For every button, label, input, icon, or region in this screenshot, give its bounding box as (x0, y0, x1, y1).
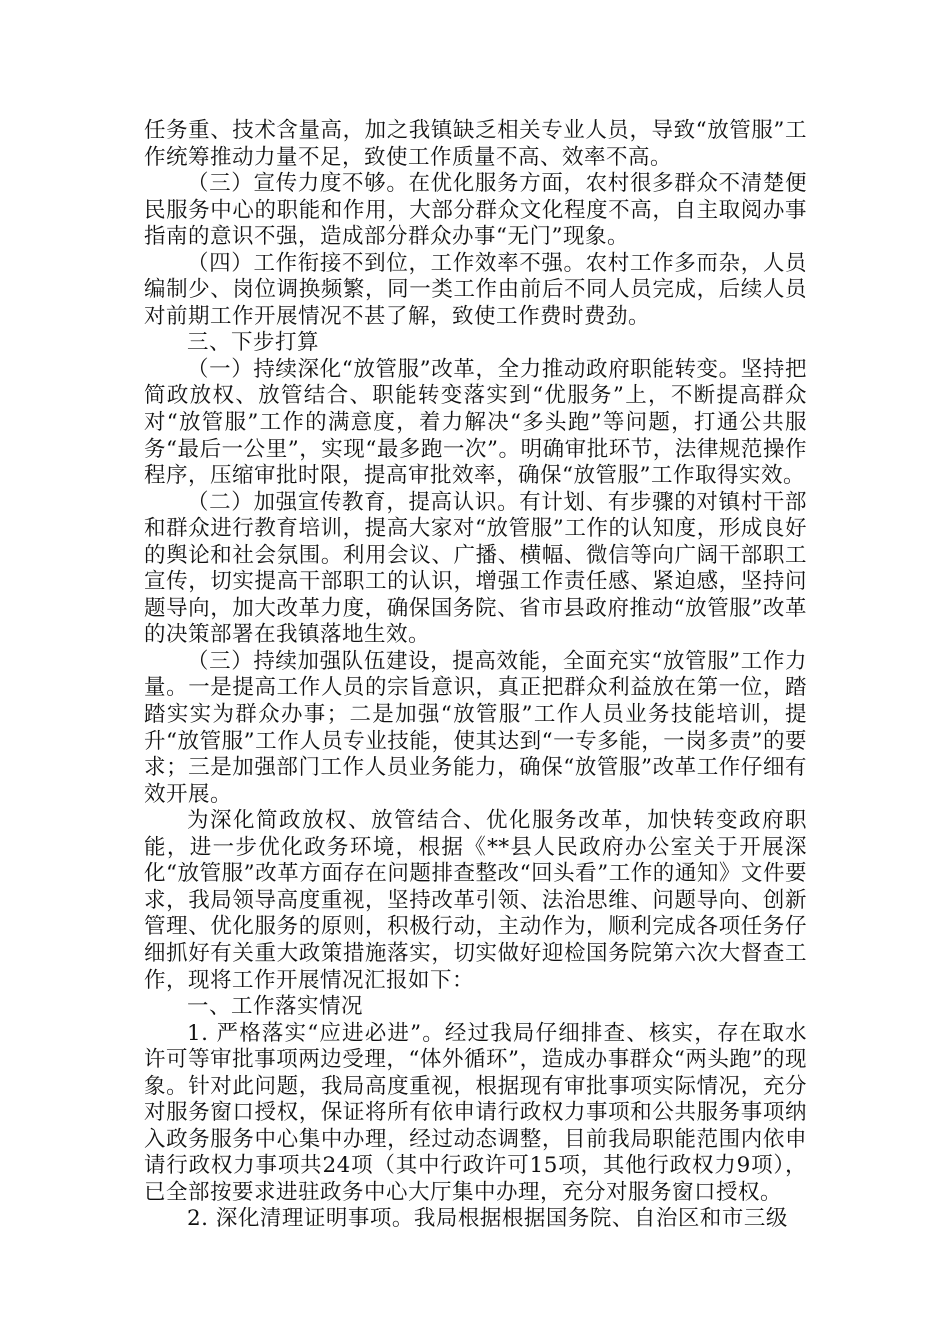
paragraph-7: （三）持续加强队伍建设，提高效能，全面充实“放管服”工作力量。一是提高工作人员的宗旨意识，真正把群众利益放在第一位，踏踏实实为群众办事；二是加强“放管服”工作人员业务技能培训，提升“放管服”工作人员专业技能，使其达到“一专多能，一岗多责”的要求；三是加强部门工作人员业务能力，确保“放管服”改革工作仔细有效开展。 (144, 648, 807, 807)
paragraph-11: 2. 深化清理证明事项。我局根据根据国务院、自治区和市三级 (187, 1206, 788, 1232)
section-heading-work-status: 一、工作落实情况 (187, 994, 364, 1020)
document-page (144, 118, 807, 1233)
paragraph-8: 为深化简政放权、放管结合、优化服务改革，加快转变政府职能，进一步优化政务环境，根据《**县人民政府办公室关于开展深化“放管服”改革方面存在问题排查整改“回头看”工作的通知》文件要求，我局领导高度重视，坚持改革引领、法治思维、问题导向、创新管理、优化服务的原则，积极行动，主动作为，顺利完成各项任务仔细抓好有关重大政策措施落实，切实做好迎检国务院第六次大督查工作，现将工作开展情况汇报如下： (144, 808, 807, 993)
paragraph-3: （四）工作衔接不到位，工作效率不强。农村工作多而杂，人员编制少、岗位调换频繁，同一类工作由前后不同人员完成，后续人员对前期工作开展情况不甚了解，致使工作费时费劲。 (144, 250, 807, 329)
paragraph-10: 1. 严格落实“应进必进”。经过我局仔细排查、核实，存在取水许可等审批事项两边受理，“体外循环”，造成办事群众“两头跑”的现象。针对此问题，我局高度重视，根据现有审批事项实际情况，充分对服务窗口授权，保证将所有依申请行政权力事项和公共服务事项纳入政务服务中心集中办理，经过动态调整，目前我局职能范围内依申请行政权力事项共24项（其中行政许可15项，其他行政权力9项），已全部按要求进驻政务中心大厅集中办理，充分对服务窗口授权。 (144, 1020, 807, 1205)
paragraph-6: （二）加强宣传教育，提高认识。有计划、有步骤的对镇村干部和群众进行教育培训，提高大家对“放管服”工作的认知度，形成良好的舆论和社会氛围。利用会议、广播、横幅、微信等向广阔干部职工宣传，切实提高干部职工的认识，增强工作责任感、紧迫感，坚持问题导向，加大改革力度，确保国务院、省市县政府推动“放管服”改革的决策部署在我镇落地生效。 (144, 489, 807, 648)
paragraph-2: （三）宣传力度不够。在优化服务方面，农村很多群众不清楚便民服务中心的职能和作用，大部分群众文化程度不高，自主取阅办事指南的意识不强，造成部分群众办事“无门”现象。 (144, 171, 807, 250)
section-heading-next-steps: 三、下步打算 (187, 330, 320, 356)
paragraph-5: （一）持续深化“放管服”改革，全力推动政府职能转变。坚持把简政放权、放管结合、职能转变落实到“优服务”上，不断提高群众对“放管服”工作的满意度，着力解决“多头跑”等问题，打通公共服务“最后一公里”，实现“最多跑一次”。明确审批环节，法律规范操作程序，压缩审批时限，提高审批效率，确保“放管服”工作取得实效。 (144, 356, 807, 489)
paragraph-1: 任务重、技术含量高，加之我镇缺乏相关专业人员，导致“放管服”工作统筹推动力量不足，致使工作质量不高、效率不高。 (144, 118, 807, 170)
